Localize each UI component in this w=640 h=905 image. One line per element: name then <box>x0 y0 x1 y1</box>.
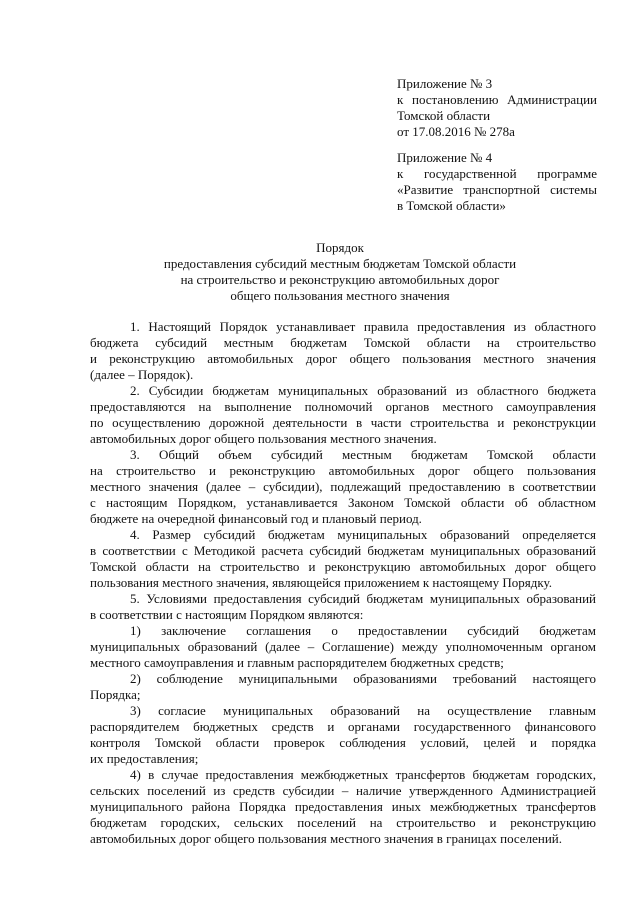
body-line: 2. Субсидии бюджетам муниципальных образований из областного бюджета <box>130 383 596 398</box>
title-line: общего пользования местного значения <box>230 288 450 303</box>
appendix-4-line: Приложение № 4 <box>397 150 493 165</box>
body-line: в соответствии с настоящим Порядком являются: <box>90 607 364 622</box>
body-line: 4) в случае предоставления межбюджетных трансфертов бюджетам городских, <box>130 767 596 782</box>
body-line: 1) заключение соглашения о предоставлении субсидий бюджетам <box>130 623 596 638</box>
appendix-3-line: Томской области <box>397 108 491 123</box>
body-line: на строительство и реконструкцию автомобильных дорог общего пользования <box>90 463 596 478</box>
body-line: сельских поселений из средств субсидии – наличие утвержденного Администрацией <box>90 783 596 798</box>
body-line: автомобильных дорог общего пользования местного значения в границах поселений. <box>90 831 563 846</box>
body-line: по осуществлению дорожной деятельности в части строительства и реконструкции <box>90 415 596 430</box>
body-line: 2) соблюдение муниципальными образованиями требований настоящего <box>130 671 596 686</box>
body-line: контроля Томской области проверок соблюдения условий, целей и порядка <box>90 735 596 750</box>
body-line: (далее – Порядок). <box>90 367 194 382</box>
body-line: 3. Общий объем субсидий местным бюджетам Томской области <box>130 447 596 462</box>
document-title <box>90 240 590 304</box>
body-line: бюджетам городских, сельских поселений на строительство и реконструкцию <box>90 815 596 830</box>
body-line: муниципальных образований (далее – Соглашение) между уполномоченным органом <box>90 639 596 654</box>
body-line: пользования местного значения, являющейся приложением к настоящему Порядку. <box>90 575 552 590</box>
body-line: в соответствии с Методикой расчета субсидий бюджетам муниципальных образований <box>90 543 596 558</box>
title-line: Порядок <box>316 240 364 255</box>
body-line: бюджете на очередной финансовый год и плановый период. <box>90 511 422 526</box>
body-line: Томской области на строительство и реконструкцию автомобильных дорог общего <box>90 559 596 574</box>
appendix-4-line: в Томской области» <box>397 198 506 213</box>
body-line: автомобильных дорог общего пользования местного значения. <box>90 431 437 446</box>
body-line: с настоящим Порядком, устанавливается Законом Томской области об областном <box>90 495 596 510</box>
body-line: Порядка; <box>90 687 141 702</box>
body-line: бюджета субсидий местным бюджетам Томской области на строительство <box>90 335 596 350</box>
body-line: их предоставления; <box>90 751 199 766</box>
body-line: предоставляются на выполнение полномочий органов местного самоуправления <box>90 399 596 414</box>
title-line: предоставления субсидий местным бюджетам Томской области <box>163 256 517 271</box>
appendix-3-header <box>397 76 597 140</box>
body-line: 4. Размер субсидий бюджетам муниципальных образований определяется <box>130 527 596 542</box>
body-line: 5. Условиями предоставления субсидий бюджетам муниципальных образований <box>130 591 596 606</box>
appendix-4-line: к государственной программе <box>397 166 597 181</box>
appendix-4-header <box>397 150 597 214</box>
body-line: местного значения (далее – субсидии), подлежащий предоставлению в соответствии <box>90 479 596 494</box>
body-line: 3) согласие муниципальных образований на осуществление главным <box>130 703 596 718</box>
appendix-3-line: Приложение № 3 <box>397 76 493 91</box>
appendix-3-line: к постановлению Администрации <box>397 92 597 107</box>
appendix-4-line: «Развитие транспортной системы <box>397 182 597 197</box>
body-line: и реконструкцию автомобильных дорог общего пользования местного значения <box>90 351 596 366</box>
body-line: распорядителем бюджетных средств и органами государственного финансового <box>90 719 596 734</box>
body-line: муниципального района Порядка предоставления иных межбюджетных трансфертов <box>90 799 596 814</box>
body-line: местного самоуправления и главным распорядителем бюджетных средств; <box>90 655 504 670</box>
appendix-3-line: от 17.08.2016 № 278а <box>397 124 515 139</box>
title-line: на строительство и реконструкцию автомобильных дорог <box>180 272 500 287</box>
document-body <box>90 319 596 847</box>
body-line: 1. Настоящий Порядок устанавливает правила предоставления из областного <box>130 319 596 334</box>
